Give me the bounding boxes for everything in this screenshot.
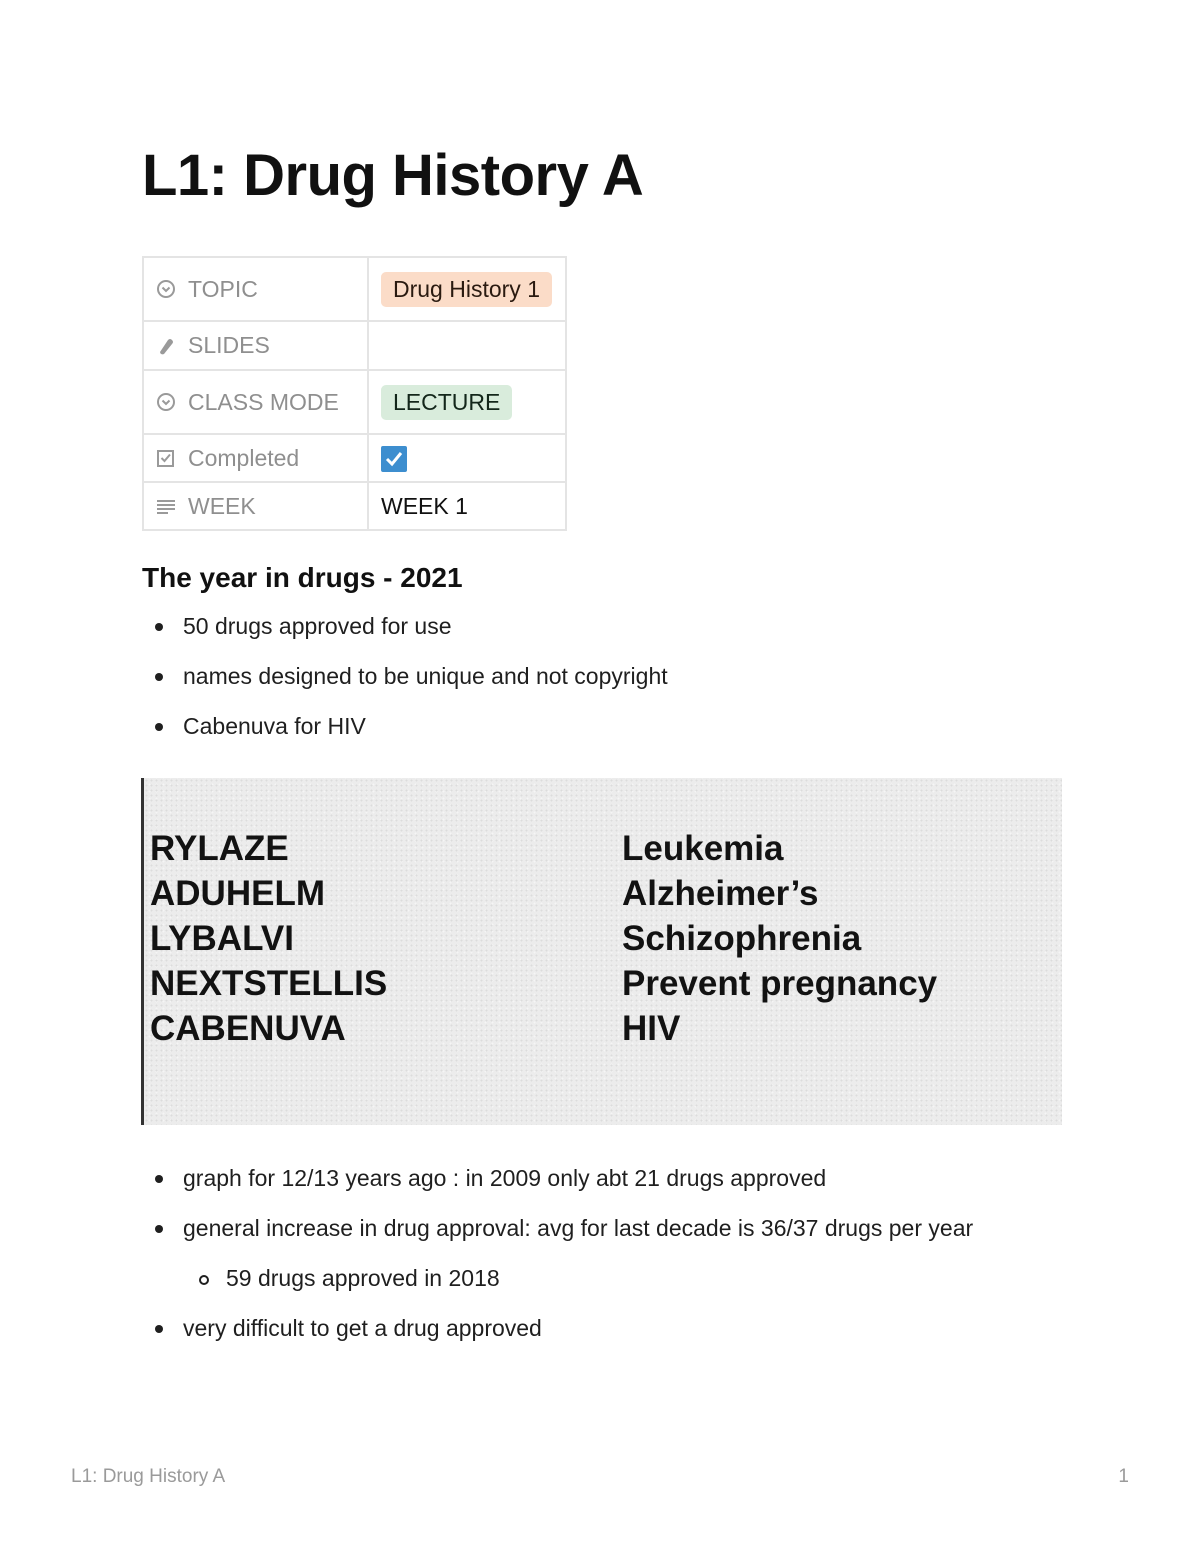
slide-image	[141, 778, 1062, 1125]
select-icon	[156, 279, 176, 299]
completed-checkbox[interactable]	[381, 446, 407, 472]
section-heading: The year in drugs - 2021	[142, 562, 463, 593]
drug-use: Alzheimer’s	[622, 874, 819, 913]
week-value: WEEK 1	[381, 492, 468, 519]
text-lines-icon	[156, 496, 176, 516]
property-row-topic	[143, 257, 566, 321]
drug-use: HIV	[622, 1009, 681, 1048]
property-label: Completed	[188, 444, 300, 471]
property-name-cell	[143, 257, 368, 321]
sub-list-item: 59 drugs approved in 2018	[142, 1265, 973, 1315]
drug-name: RYLAZE	[150, 829, 289, 868]
property-value-cell[interactable]	[368, 370, 566, 434]
drug-name: LYBALVI	[150, 919, 294, 958]
list-item: names designed to be unique and not copyright	[142, 663, 668, 713]
property-name-cell	[143, 370, 368, 434]
link-icon	[156, 336, 176, 356]
property-label: CLASS MODE	[188, 388, 339, 415]
property-label: SLIDES	[188, 332, 270, 358]
footer-title: L1: Drug History A	[71, 1466, 226, 1487]
property-value-cell[interactable]	[368, 434, 566, 482]
drug-use: Prevent pregnancy	[622, 964, 938, 1003]
bullet-list-bottom	[142, 1165, 973, 1365]
drug-use: Leukemia	[622, 829, 784, 868]
property-name-cell	[143, 321, 368, 370]
list-item: graph for 12/13 years ago : in 2009 only abt 21 drugs approved	[142, 1165, 973, 1215]
checkmark-icon	[384, 449, 404, 469]
property-name-cell	[143, 434, 368, 482]
drug-uses-column	[622, 826, 937, 1051]
list-item: general increase in drug approval: avg for last decade is 36/37 drugs per year	[142, 1215, 973, 1265]
class-mode-tag[interactable]: LECTURE	[381, 385, 512, 420]
property-row-week	[143, 482, 566, 530]
topic-tag[interactable]: Drug History 1	[381, 272, 552, 307]
list-item: Cabenuva for HIV	[142, 713, 668, 763]
property-name-cell	[143, 482, 368, 530]
property-row-class-mode	[143, 370, 566, 434]
drug-name: ADUHELM	[150, 874, 325, 913]
page-number: 1	[1118, 1466, 1129, 1487]
select-icon	[156, 392, 176, 412]
list-item: very difficult to get a drug approved	[142, 1315, 973, 1365]
drug-name: NEXTSTELLIS	[150, 964, 388, 1003]
property-row-completed	[143, 434, 566, 482]
slides-value-cell[interactable]	[368, 321, 566, 370]
properties-table	[142, 256, 567, 531]
property-value-cell[interactable]	[368, 257, 566, 321]
page-title: L1: Drug History A	[142, 143, 644, 208]
drug-use: Schizophrenia	[622, 919, 862, 958]
property-value-cell[interactable]	[368, 482, 566, 530]
property-row-slides	[143, 321, 566, 370]
property-label: TOPIC	[188, 275, 258, 302]
bullet-list-top	[142, 613, 668, 763]
property-label: WEEK	[188, 492, 256, 519]
drug-names-column	[150, 826, 387, 1051]
checkbox-icon	[156, 448, 176, 468]
drug-name: CABENUVA	[150, 1009, 346, 1048]
list-item: 50 drugs approved for use	[142, 613, 668, 663]
